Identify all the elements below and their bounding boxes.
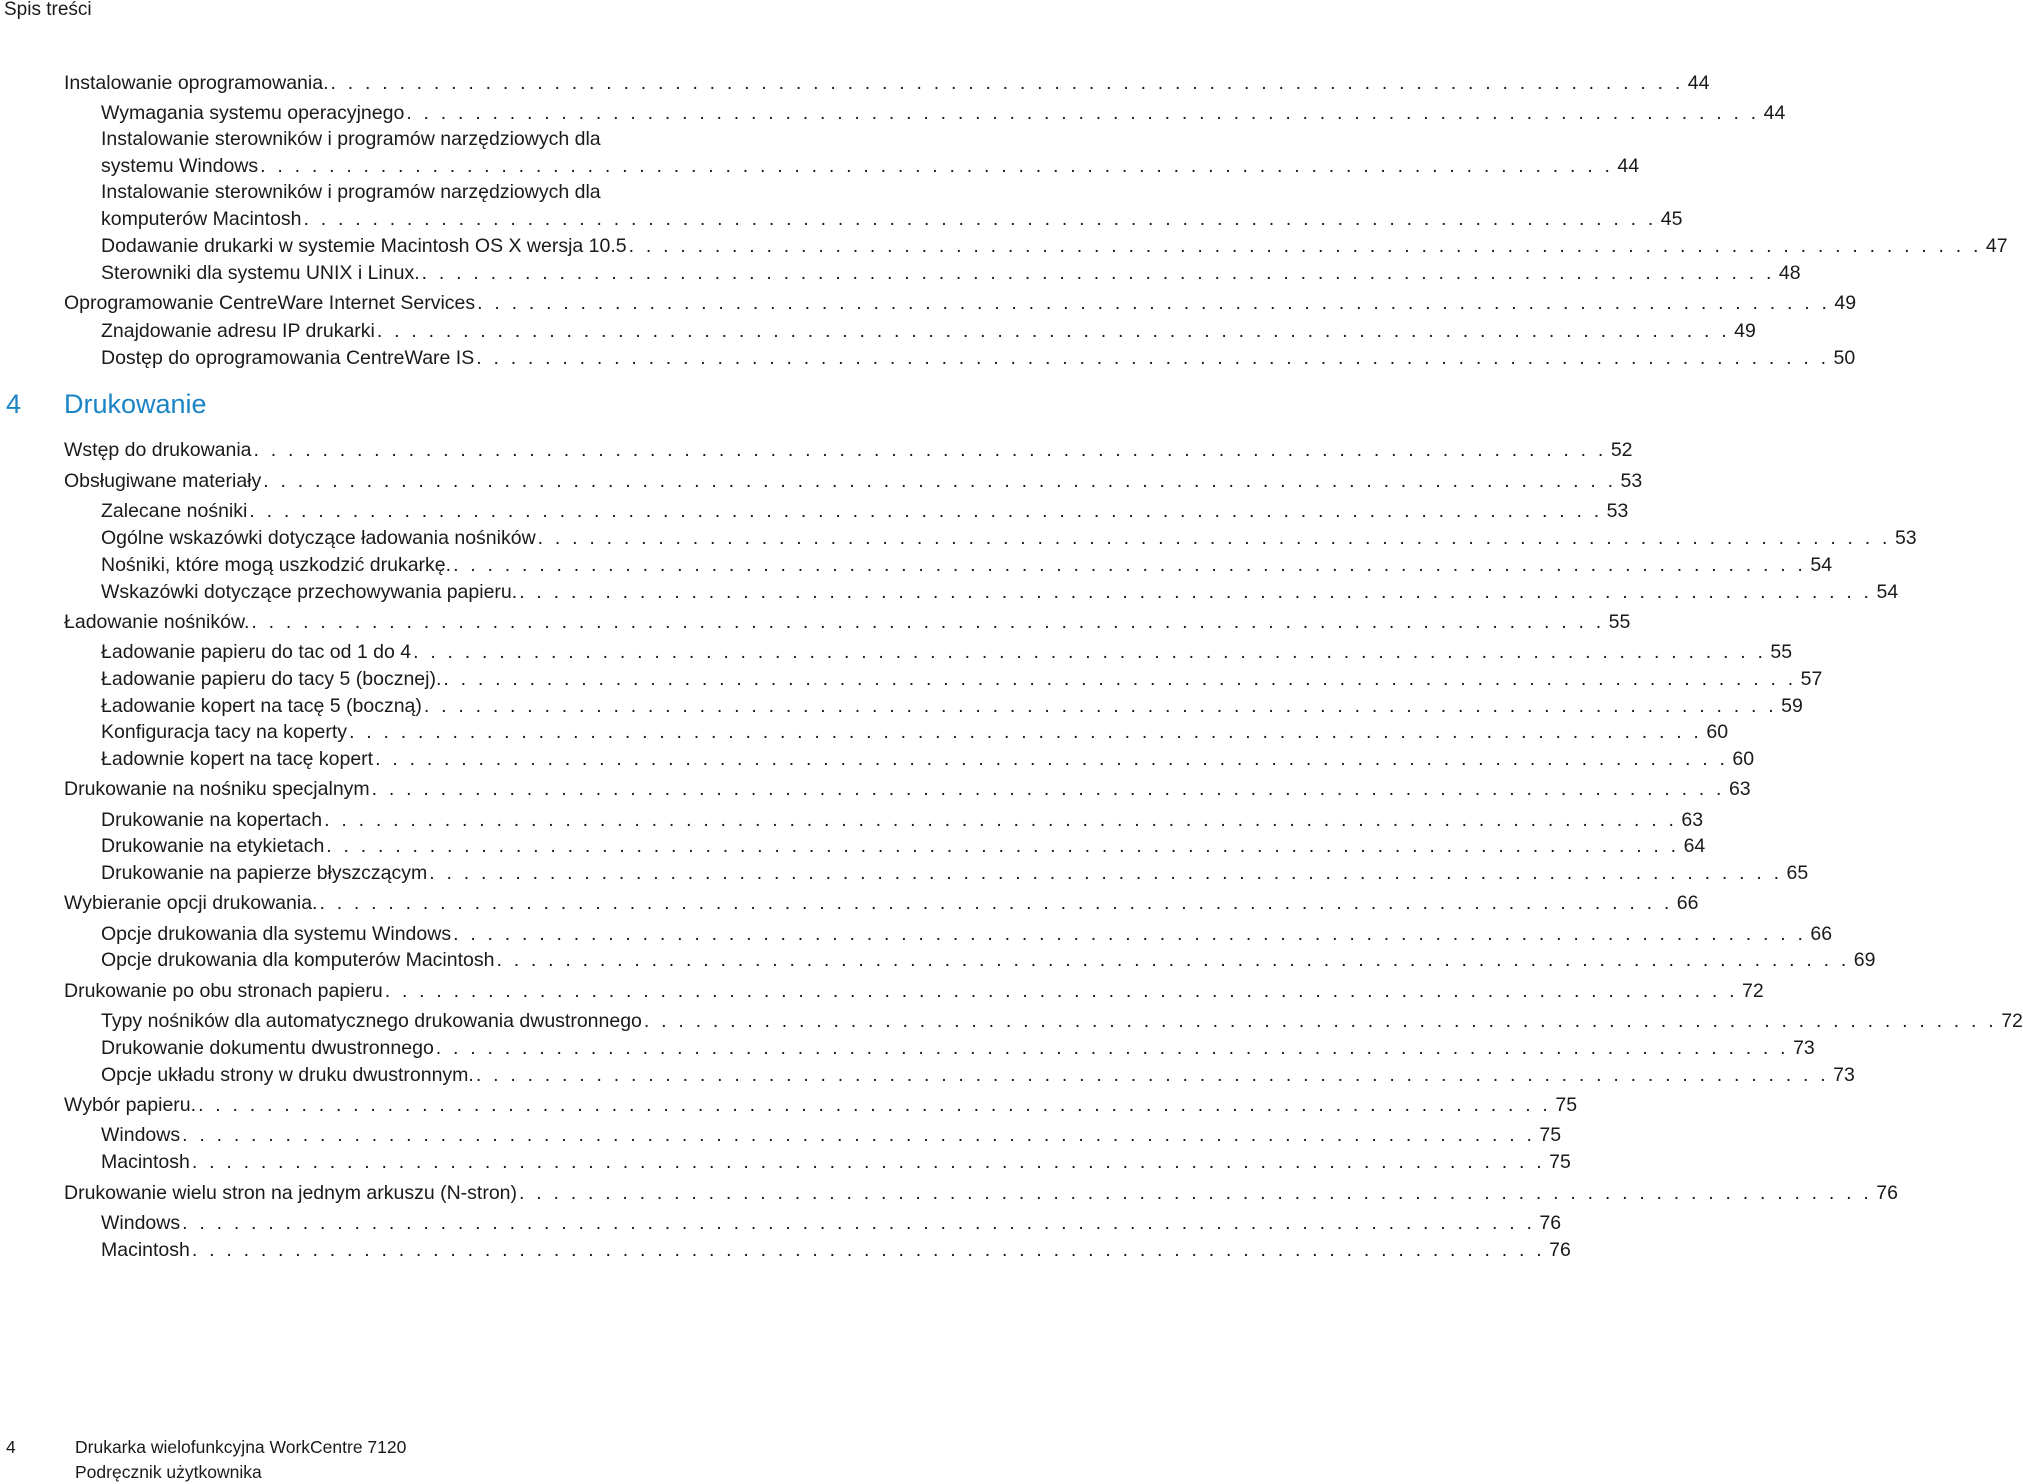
toc-entry-page: 76 <box>1539 1212 1562 1234</box>
toc-leader-dots: . . . . . . . . . . . . . . . . . . . . . . . . . . . . . . . . . . . . . . . . . . . . . . . . . . . . . . . . . . . . . . . . . . . . . . . . . . . . . . . <box>519 1182 1872 1204</box>
toc-leader-dots: . . . . . . . . . . . . . . . . . . . . . . . . . . . . . . . . . . . . . . . . . . . . . . . . . . . . . . . . . . . . . . . . . . . . . . . . . . . . . . . <box>413 641 1767 663</box>
toc-entry[interactable] <box>64 777 1751 801</box>
toc-entry-label: Sterowniki dla systemu UNIX i Linux. <box>101 262 420 284</box>
toc-entry-page: 50 <box>1833 347 1856 369</box>
toc-subentry[interactable] <box>101 948 1876 972</box>
toc-leader-dots: . . . . . . . . . . . . . . . . . . . . . . . . . . . . . . . . . . . . . . . . . . . . . . . . . . . . . . . . . . . . . . . . . . . . . . . . . . . . . . . <box>303 208 1657 230</box>
toc-entry-label: Ładowanie papieru do tac od 1 do 4 <box>101 641 412 663</box>
toc-leader-dots: . . . . . . . . . . . . . . . . . . . . . . . . . . . . . . . . . . . . . . . . . . . . . . . . . . . . . . . . . . . . . . . . . . . . . . . . . . . . . . . <box>251 611 1605 633</box>
toc-leader-dots: . . . . . . . . . . . . . . . . . . . . . . . . . . . . . . . . . . . . . . . . . . . . . . . . . . . . . . . . . . . . . . . . . . . . . . . . . . . . . . . <box>384 980 1738 1002</box>
toc-leader-dots: . . . . . . . . . . . . . . . . . . . . . . . . . . . . . . . . . . . . . . . . . . . . . . . . . . . . . . . . . . . . . . . . . . . . . . . . . . . . . . . <box>371 778 1725 800</box>
toc-entry-page: 52 <box>1610 439 1633 461</box>
toc-subentry[interactable] <box>101 1063 1855 1087</box>
toc-entry-page: 53 <box>1620 470 1643 492</box>
toc-entry-page: 49 <box>1834 292 1857 314</box>
toc-leader-dots: . . . . . . . . . . . . . . . . . . . . . . . . . . . . . . . . . . . . . . . . . . . . . . . . . . . . . . . . . . . . . . . . . . . . . . . . . . . . . . . <box>429 862 1783 884</box>
toc-entry-page: 53 <box>1606 500 1629 522</box>
toc-entry-label: Drukowanie wielu stron na jednym arkuszu (N-stron) <box>64 1182 518 1204</box>
toc-subentry[interactable] <box>101 234 2008 258</box>
toc-leader-dots: . . . . . . . . . . . . . . . . . . . . . . . . . . . . . . . . . . . . . . . . . . . . . . . . . . . . . . . . . . . . . . . . . . . . . . . . . . . . . . . <box>191 1239 1545 1261</box>
toc-entry-page: 75 <box>1549 1151 1571 1173</box>
toc-entry-page: 54 <box>1876 581 1899 603</box>
toc-subentry[interactable] <box>101 808 1704 832</box>
toc-entry[interactable] <box>64 438 1633 462</box>
toc-entry-page: 64 <box>1683 835 1706 857</box>
toc-entry-label: Macintosh <box>101 1239 190 1261</box>
toc-entry-page: 57 <box>1800 668 1823 690</box>
toc-entry-page: 73 <box>1833 1064 1855 1086</box>
toc-entry-page: 44 <box>1763 102 1786 124</box>
toc-subentry[interactable] <box>101 180 960 204</box>
toc-subentry[interactable] <box>101 101 1786 125</box>
toc-entry-page: 63 <box>1728 778 1751 800</box>
toc-entry-label: systemu Windows <box>101 155 259 177</box>
toc-subentry[interactable] <box>101 922 1833 946</box>
toc-leader-dots: . . . . . . . . . . . . . . . . . . . . . . . . . . . . . . . . . . . . . . . . . . . . . . . . . . . . . . . . . . . . . . . . . . . . . . . . . . . . . . . <box>198 1094 1552 1116</box>
toc-leader-dots: . . . . . . . . . . . . . . . . . . . . . . . . . . . . . . . . . . . . . . . . . . . . . . . . . . . . . . . . . . . . . . . . . . . . . . . . . . . . . . . <box>376 320 1730 342</box>
toc-leader-dots: . . . . . . . . . . . . . . . . . . . . . . . . . . . . . . . . . . . . . . . . . . . . . . . . . . . . . . . . . . . . . . . . . . . . . . . . . . . . . . . <box>477 292 1831 314</box>
toc-entry[interactable] <box>64 891 1699 915</box>
toc-entry-page: 63 <box>1681 809 1704 831</box>
section-title: Drukowanie <box>64 389 207 419</box>
toc-entry-label: Instalowanie sterowników i programów narzędziowych dla <box>101 181 601 203</box>
toc-leader-dots: . . . . . . . . . . . . . . . . . . . . . . . . . . . . . . . . . . . . . . . . . . . . . . . . . . . . . . . . . . . . . . . . . . . . . . . . . . . . . . . <box>537 527 1891 549</box>
toc-leader-dots: . . . . . . . . . . . . . . . . . . . . . . . . . . . . . . . . . . . . . . . . . . . . . . . . . . . . . . . . . . . . . . . . . . . . . . . . . . . . . . . <box>349 721 1703 743</box>
toc-entry-page: 72 <box>1741 980 1764 1002</box>
toc-entry-page: 45 <box>1660 208 1683 230</box>
toc-leader-dots: . . . . . . . . . . . . . . . . . . . . . . . . . . . . . . . . . . . . . . . . . . . . . . . . . . . . . . . . . . . . . . . . . . . . . . . . . . . . . . . <box>182 1212 1536 1234</box>
toc-entry-label: Opcje układu strony w druku dwustronnym. <box>101 1064 474 1086</box>
toc-entry[interactable] <box>64 291 1857 315</box>
toc-leader-dots: . . . . . . . . . . . . . . . . . . . . . . . . . . . . . . . . . . . . . . . . . . . . . . . . . . . . . . . . . . . . . . . . . . . . . . . . . . . . . . . <box>475 1064 1829 1086</box>
toc-entry-page: 65 <box>1786 862 1809 884</box>
toc-entry-page: 66 <box>1676 892 1699 914</box>
toc-entry-page: 76 <box>1549 1239 1571 1261</box>
toc-entry-label: Wymagania systemu operacyjnego <box>101 102 405 124</box>
toc-entry-page: 60 <box>1732 748 1755 770</box>
toc-entry-label: Drukowanie po obu stronach papieru <box>64 980 383 1002</box>
toc-leader-dots: . . . . . . . . . . . . . . . . . . . . . . . . . . . . . . . . . . . . . . . . . . . . . . . . . . . . . . . . . . . . . . . . . . . . . . . . . . . . . . . <box>326 835 1680 857</box>
toc-entry-label: Ładowanie papieru do tacy 5 (bocznej). <box>101 668 442 690</box>
toc-subentry[interactable] <box>101 1036 1815 1060</box>
toc-entry[interactable] <box>64 610 1631 634</box>
footer-guide-name: Podręcznik użytkownika <box>75 1462 262 1482</box>
toc-subentry[interactable] <box>101 1238 1571 1262</box>
toc-leader-dots: . . . . . . . . . . . . . . . . . . . . . . . . . . . . . . . . . . . . . . . . . . . . . . . . . . . . . . . . . . . . . . . . . . . . . . . . . . . . . . . <box>443 668 1797 690</box>
footer-page-number: 4 <box>6 1437 16 1457</box>
toc-leader-dots: . . . . . . . . . . . . . . . . . . . . . . . . . . . . . . . . . . . . . . . . . . . . . . . . . . . . . . . . . . . . . . . . . . . . . . . . . . . . . . . <box>324 809 1678 831</box>
toc-leader-dots: . . . . . . . . . . . . . . . . . . . . . . . . . . . . . . . . . . . . . . . . . . . . . . . . . . . . . . . . . . . . . . . . . . . . . . . . . . . . . . . <box>263 470 1617 492</box>
toc-entry-label: Instalowanie sterowników i programów narzędziowych dla <box>101 128 601 150</box>
toc-subentry[interactable] <box>101 667 1823 691</box>
toc-leader-dots: . . . . . . . . . . . . . . . . . . . . . . . . . . . . . . . . . . . . . . . . . . . . . . . . . . . . . . . . . . . . . . . . . . . . . . . . . . . . . . . <box>628 235 1982 257</box>
toc-entry-page: 44 <box>1687 72 1710 94</box>
toc-subentry[interactable] <box>101 694 1803 718</box>
toc-leader-dots: . . . . . . . . . . . . . . . . . . . . . . . . . . . . . . . . . . . . . . . . . . . . . . . . . . . . . . . . . . . . . . . . . . . . . . . . . . . . . . . <box>249 500 1603 522</box>
toc-entry[interactable] <box>64 979 1764 1003</box>
toc-subentry[interactable] <box>101 261 1801 285</box>
toc-leader-dots: . . . . . . . . . . . . . . . . . . . . . . . . . . . . . . . . . . . . . . . . . . . . . . . . . . . . . . . . . . . . . . . . . . . . . . . . . . . . . . . <box>253 439 1607 461</box>
toc-leader-dots: . . . . . . . . . . . . . . . . . . . . . . . . . . . . . . . . . . . . . . . . . . . . . . . . . . . . . . . . . . . . . . . . . . . . . . . . . . . . . . . <box>435 1037 1789 1059</box>
toc-entry-page: 73 <box>1793 1037 1815 1059</box>
toc-subentry[interactable] <box>101 319 1756 343</box>
toc-entry-label: Instalowanie oprogramowania. <box>64 72 329 94</box>
toc-subentry[interactable] <box>101 1123 1562 1147</box>
page-header-title: Spis treści <box>4 0 92 20</box>
toc-entry-label: Ładowanie kopert na tacę 5 (boczną) <box>101 695 422 717</box>
toc-subentry[interactable] <box>101 127 960 151</box>
toc-entry-label: Oprogramowanie CentreWare Internet Services <box>64 292 476 314</box>
toc-entry-label: Drukowanie na papierze błyszczącym <box>101 862 428 884</box>
footer-line-1 <box>6 1436 406 1458</box>
toc-entry-page: 44 <box>1617 155 1640 177</box>
toc-leader-dots: . . . . . . . . . . . . . . . . . . . . . . . . . . . . . . . . . . . . . . . . . . . . . . . . . . . . . . . . . . . . . . . . . . . . . . . . . . . . . . . <box>406 102 1760 124</box>
toc-subentry[interactable] <box>101 580 1899 604</box>
toc-leader-dots: . . . . . . . . . . . . . . . . . . . . . . . . . . . . . . . . . . . . . . . . . . . . . . . . . . . . . . . . . . . . . . . . . . . . . . . . . . . . . . . <box>423 695 1777 717</box>
toc-entry-label: Wybór papieru. <box>64 1094 197 1116</box>
toc-entry-page: 66 <box>1810 923 1833 945</box>
toc-subentry[interactable] <box>101 207 1683 231</box>
toc-leader-dots: . . . . . . . . . . . . . . . . . . . . . . . . . . . . . . . . . . . . . . . . . . . . . . . . . . . . . . . . . . . . . . . . . . . . . . . . . . . . . . . <box>643 1010 1997 1032</box>
toc-subentry[interactable] <box>101 861 1809 885</box>
toc-entry-page: 54 <box>1810 554 1833 576</box>
toc-entry-label: Obsługiwane materiały <box>64 470 262 492</box>
toc-entry-label: Opcje drukowania dla systemu Windows <box>101 923 452 945</box>
toc-entry-label: Typy nośników dla automatycznego drukowania dwustronnego <box>101 1010 642 1032</box>
toc-subentry[interactable] <box>101 154 1640 178</box>
toc-entry[interactable] <box>64 1093 1578 1117</box>
toc-entry[interactable] <box>64 469 1643 493</box>
toc-entry-page: 60 <box>1706 721 1729 743</box>
toc-entry-label: Ładownie kopert na tacę kopert <box>101 748 374 770</box>
toc-entry-page: 55 <box>1770 641 1793 663</box>
toc-subentry[interactable] <box>101 747 1755 771</box>
toc-entry-page: 59 <box>1781 695 1803 717</box>
toc-entry-page: 72 <box>2001 1010 2023 1032</box>
toc-subentry[interactable] <box>101 1211 1562 1235</box>
toc-entry-page: 53 <box>1894 527 1917 549</box>
toc-subentry[interactable] <box>101 834 1706 858</box>
toc-leader-dots: . . . . . . . . . . . . . . . . . . . . . . . . . . . . . . . . . . . . . . . . . . . . . . . . . . . . . . . . . . . . . . . . . . . . . . . . . . . . . . . <box>330 72 1684 94</box>
toc-entry-page: 75 <box>1555 1094 1578 1116</box>
toc-leader-dots: . . . . . . . . . . . . . . . . . . . . . . . . . . . . . . . . . . . . . . . . . . . . . . . . . . . . . . . . . . . . . . . . . . . . . . . . . . . . . . . <box>421 262 1775 284</box>
toc-entry-page: 47 <box>1985 235 2008 257</box>
toc-entry-label: Wybieranie opcji drukowania. <box>64 892 318 914</box>
toc-entry[interactable] <box>64 71 1710 95</box>
toc-leader-dots: . . . . . . . . . . . . . . . . . . . . . . . . . . . . . . . . . . . . . . . . . . . . . . . . . . . . . . . . . . . . . . . . . . . . . . . . . . . . . . . <box>453 923 1807 945</box>
toc-entry-label: Dodawanie drukarki w systemie Macintosh OS X wersja 10.5 <box>101 235 627 257</box>
toc-leader-dots: . . . . . . . . . . . . . . . . . . . . . . . . . . . . . . . . . . . . . . . . . . . . . . . . . . . . . . . . . . . . . . . . . . . . . . . . . . . . . . . <box>260 155 1614 177</box>
toc-entry-label: Dostęp do oprogramowania CentreWare IS <box>101 347 475 369</box>
toc-entry-page: 75 <box>1539 1124 1562 1146</box>
toc-subentry[interactable] <box>101 1150 1571 1174</box>
toc-entry-label: Drukowanie na nośniku specjalnym <box>64 778 370 800</box>
toc-subentry[interactable] <box>101 1009 2023 1033</box>
toc-entry-label: Opcje drukowania dla komputerów Macintosh <box>101 949 495 971</box>
toc-entry-page: 55 <box>1608 611 1631 633</box>
toc-entry-page: 49 <box>1734 320 1756 342</box>
toc-entry-label: Wstęp do drukowania <box>64 439 252 461</box>
toc-subentry[interactable] <box>101 346 1856 370</box>
toc-leader-dots: . . . . . . . . . . . . . . . . . . . . . . . . . . . . . . . . . . . . . . . . . . . . . . . . . . . . . . . . . . . . . . . . . . . . . . . . . . . . . . . <box>191 1151 1545 1173</box>
toc-leader-dots: . . . . . . . . . . . . . . . . . . . . . . . . . . . . . . . . . . . . . . . . . . . . . . . . . . . . . . . . . . . . . . . . . . . . . . . . . . . . . . . <box>496 949 1850 971</box>
toc-entry-label: komputerów Macintosh <box>101 208 302 230</box>
toc-entry-label: Ładowanie nośników. <box>64 611 250 633</box>
toc-subentry[interactable] <box>101 499 1629 523</box>
section-heading <box>6 388 207 420</box>
toc-entry-label: Konfiguracja tacy na koperty <box>101 721 348 743</box>
toc-subentry[interactable] <box>101 526 1917 550</box>
toc-entry-label: Drukowanie na etykietach <box>101 835 325 857</box>
toc-entry-page: 69 <box>1853 949 1876 971</box>
toc-subentry[interactable] <box>101 553 1833 577</box>
toc-leader-dots: . . . . . . . . . . . . . . . . . . . . . . . . . . . . . . . . . . . . . . . . . . . . . . . . . . . . . . . . . . . . . . . . . . . . . . . . . . . . . . . <box>453 554 1807 576</box>
toc-entry[interactable] <box>64 1181 1898 1205</box>
toc-leader-dots: . . . . . . . . . . . . . . . . . . . . . . . . . . . . . . . . . . . . . . . . . . . . . . . . . . . . . . . . . . . . . . . . . . . . . . . . . . . . . . . <box>519 581 1873 603</box>
toc-entry-label: Ogólne wskazówki dotyczące ładowania nośników <box>101 527 536 549</box>
footer-product-name: Drukarka wielofunkcyjna WorkCentre 7120 <box>75 1437 407 1457</box>
toc-entry-label: Windows <box>101 1124 181 1146</box>
toc-entry-label: Drukowanie na kopertach <box>101 809 323 831</box>
toc-entry-label: Zalecane nośniki <box>101 500 248 522</box>
toc-entry-label: Windows <box>101 1212 181 1234</box>
section-number: 4 <box>6 389 22 419</box>
toc-subentry[interactable] <box>101 640 1793 664</box>
toc-entry-label: Nośniki, które mogą uszkodzić drukarkę. <box>101 554 452 576</box>
toc-entry-page: 48 <box>1778 262 1801 284</box>
toc-leader-dots: . . . . . . . . . . . . . . . . . . . . . . . . . . . . . . . . . . . . . . . . . . . . . . . . . . . . . . . . . . . . . . . . . . . . . . . . . . . . . . . <box>319 892 1673 914</box>
toc-entry-page: 76 <box>1876 1182 1898 1204</box>
toc-leader-dots: . . . . . . . . . . . . . . . . . . . . . . . . . . . . . . . . . . . . . . . . . . . . . . . . . . . . . . . . . . . . . . . . . . . . . . . . . . . . . . . <box>375 748 1729 770</box>
toc-leader-dots: . . . . . . . . . . . . . . . . . . . . . . . . . . . . . . . . . . . . . . . . . . . . . . . . . . . . . . . . . . . . . . . . . . . . . . . . . . . . . . . <box>182 1124 1536 1146</box>
toc-entry-label: Znajdowanie adresu IP drukarki <box>101 320 375 342</box>
toc-entry-label: Wskazówki dotyczące przechowywania papieru. <box>101 581 518 603</box>
toc-entry-label: Macintosh <box>101 1151 190 1173</box>
toc-subentry[interactable] <box>101 720 1729 744</box>
toc-entry-label: Drukowanie dokumentu dwustronnego <box>101 1037 434 1059</box>
toc-leader-dots: . . . . . . . . . . . . . . . . . . . . . . . . . . . . . . . . . . . . . . . . . . . . . . . . . . . . . . . . . . . . . . . . . . . . . . . . . . . . . . . <box>476 347 1830 369</box>
